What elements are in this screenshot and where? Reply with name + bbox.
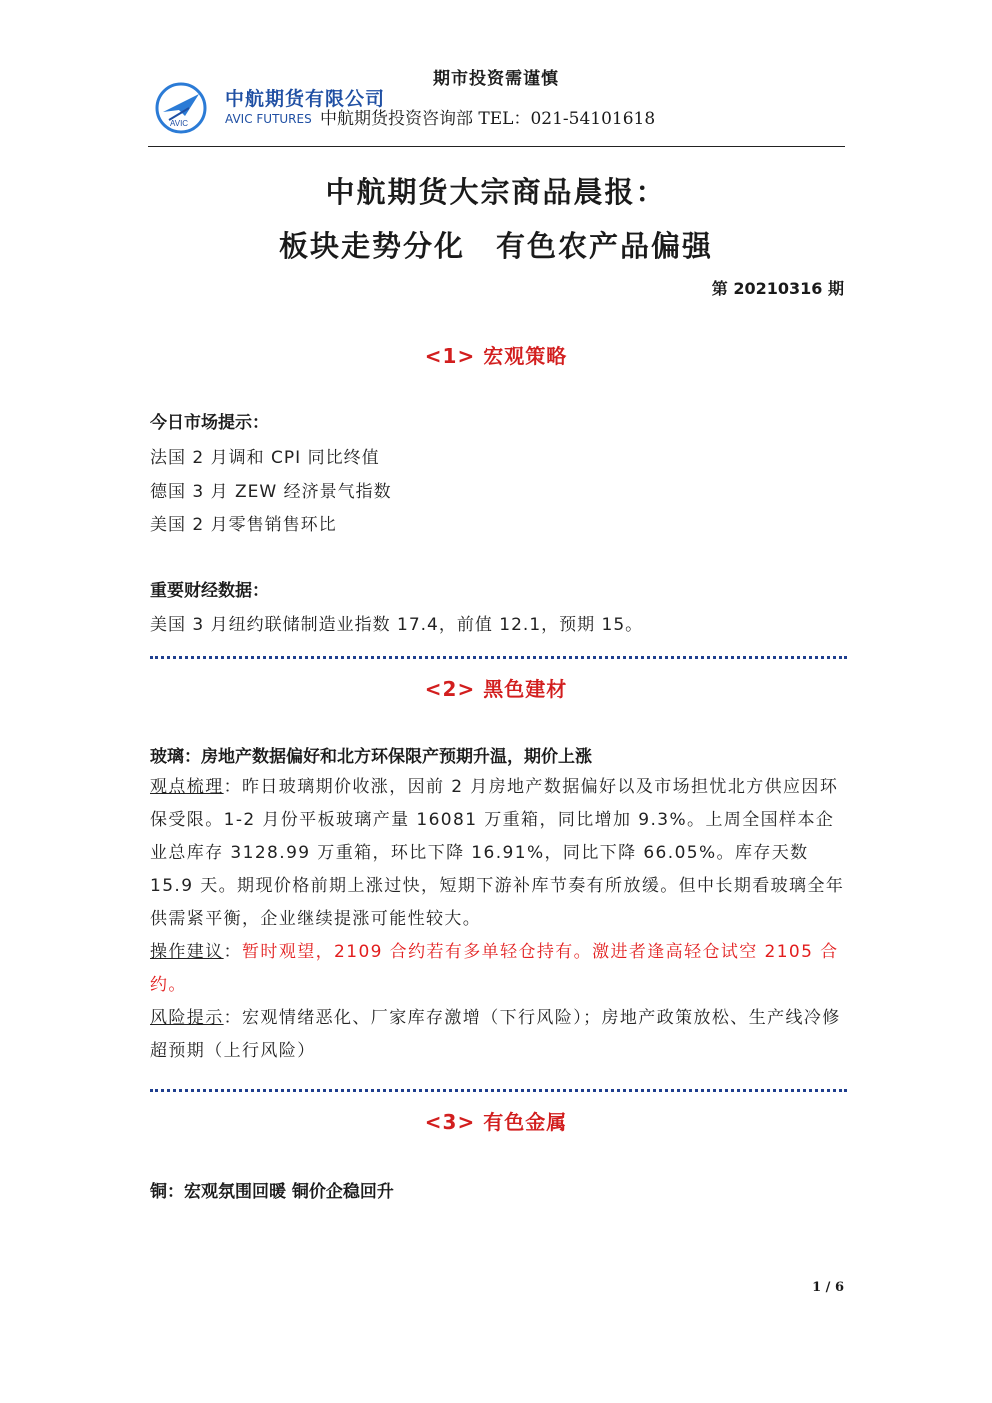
avic-logo-icon [155, 82, 207, 134]
operation-colon: ： [223, 942, 243, 962]
operation-paragraph [150, 936, 850, 1002]
header-contact: 中航期货投资咨询部 TEL：021-54101618 [320, 109, 656, 129]
section-divider [150, 656, 847, 659]
copper-subheading: 铜：宏观氛围回暖 铜价企稳回升 [150, 1182, 394, 1202]
issue-number: 第 20210316 期 [711, 279, 844, 298]
report-title-line2: 板块走势分化 有色农产品偏强 [278, 229, 713, 263]
today-tip-item: 德国 3 月 ZEW 经济景气指数 [150, 482, 392, 502]
logo-company-name-en: AVIC FUTURES [225, 112, 312, 126]
operation-label: 操作建议 [150, 942, 224, 962]
header-divider [148, 146, 845, 147]
operation-text: 暂时观望，2109 合约若有多单轻仓持有。激进者逢高轻仓试空 2105 合约。 [150, 942, 839, 995]
view-paragraph [150, 771, 850, 936]
key-data-item: 美国 3 月纽约联储制造业指数 17.4，前值 12.1，预期 15。 [150, 615, 644, 635]
view-label: 观点梳理 [150, 777, 224, 797]
today-tip-item: 法国 2 月调和 CPI 同比终值 [150, 448, 380, 468]
header-warning: 期市投资需谨慎 [433, 69, 559, 89]
key-data-heading: 重要财经数据： [150, 581, 269, 601]
page-number: 1 / 6 [812, 1280, 844, 1295]
section-heading-nonferrous: <3> 有色金属 [424, 1110, 568, 1134]
logo-text: AVIC [170, 119, 189, 128]
glass-subheading: 玻璃：房地产数据偏好和北方环保限产预期升温，期价上涨 [150, 747, 592, 767]
view-text: ：昨日玻璃期价收涨，因前 2 月房地产数据偏好以及市场担忧北方供应因环保受限。1-2 月份平板玻璃产量 16081 万重箱，同比增加 9.3%。上周全国样本企业总库存 3128.99 万重箱，环比下降 16.91%，同比下降 66.05%。库存天数 15.9 天。期现价格前期上涨过快，短期下游补库节奏有所放缓。但中长期看玻璃全年供需紧平衡，企业继续提涨可能性较大。 [150, 777, 845, 929]
today-tips-heading: 今日市场提示： [150, 413, 269, 433]
section-divider [150, 1089, 847, 1092]
risk-label: 风险提示 [150, 1008, 224, 1028]
risk-paragraph [150, 1002, 850, 1068]
risk-text: ：宏观情绪恶化、厂家库存激增（下行风险）；房地产政策放松、生产线冷修超预期（上行风险） [150, 1008, 841, 1061]
today-tip-item: 美国 2 月零售销售环比 [150, 515, 337, 535]
glass-analysis-block [150, 771, 850, 1068]
report-title-line1: 中航期货大宗商品晨报： [325, 175, 667, 209]
section-heading-macro: <1> 宏观策略 [424, 344, 568, 368]
logo-company-name-cn: 中航期货有限公司 [225, 88, 386, 110]
section-heading-black-building: <2> 黑色建材 [424, 677, 568, 701]
